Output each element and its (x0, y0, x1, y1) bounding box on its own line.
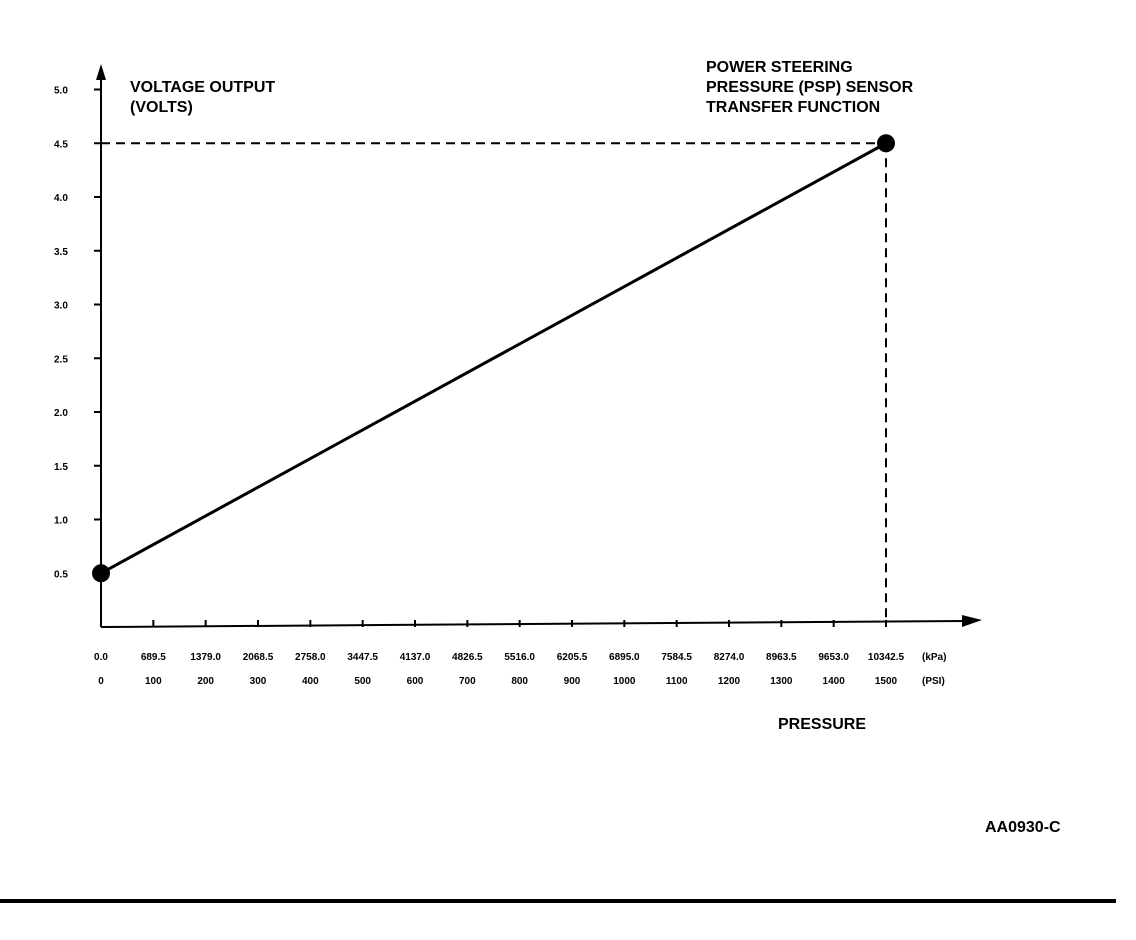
x-tick-label-kpa: 8963.5 (766, 652, 797, 663)
y-axis-label-line-1: VOLTAGE OUTPUT (130, 79, 276, 96)
x-tick-label-kpa: 689.5 (140, 652, 166, 663)
title-line-3: TRANSFER FUNCTION (706, 99, 881, 116)
x-unit-kpa: (kPa) (922, 652, 947, 663)
axes (96, 64, 982, 627)
x-tick-label-psi: 0 (98, 676, 104, 687)
x-tick-label-kpa: 2068.5 (242, 652, 274, 663)
x-tick-label-psi: 1100 (665, 676, 688, 687)
x-tick-label-psi: 400 (301, 676, 319, 687)
x-tick-label-psi: 200 (197, 676, 215, 687)
x-tick-label-psi: 500 (354, 676, 372, 687)
x-tick-label-psi: 700 (458, 676, 476, 687)
x-axis-arrowhead (962, 615, 982, 627)
x-tick-label-psi: 1300 (770, 676, 793, 687)
x-axis-label: PRESSURE (778, 716, 867, 733)
y-axis-arrowhead (96, 64, 106, 80)
y-tick-label: 5.0 (54, 85, 68, 97)
y-tick-label: 4.0 (54, 193, 68, 204)
x-tick-label-kpa: 1379.0 (190, 652, 221, 663)
x-unit-psi: (PSI) (922, 676, 945, 687)
x-tick-label-psi: 900 (563, 676, 581, 687)
title-line-2: PRESSURE (PSP) SENSOR (706, 79, 914, 96)
x-tick-label-kpa: 8274.0 (713, 652, 745, 663)
y-tick-label: 2.5 (54, 354, 68, 366)
y-tick-label: 3.0 (54, 300, 68, 312)
x-tick-label-kpa: 4826.5 (452, 652, 483, 663)
x-tick-label-kpa: 6895.0 (609, 652, 640, 663)
y-tick-label: 3.5 (54, 246, 68, 258)
x-tick-label-kpa: 6205.5 (556, 652, 588, 663)
x-tick-label-kpa: 7584.5 (661, 652, 692, 663)
y-tick-label: 1.0 (54, 515, 68, 527)
y-tick-label: 1.5 (54, 461, 68, 473)
x-tick-label-kpa: 0.0 (94, 652, 108, 663)
x-tick-label-kpa: 2758.0 (295, 652, 326, 663)
y-ticks (54, 86, 101, 581)
series-line (101, 143, 886, 573)
x-tick-label-psi: 300 (249, 676, 267, 687)
x-tick-label-psi: 1200 (717, 676, 741, 687)
y-tick-label: 0.5 (54, 569, 68, 581)
x-tick-label-kpa: 4137.0 (399, 652, 431, 663)
x-tick-label-psi: 1000 (613, 676, 636, 687)
x-tick-label-kpa: 3447.5 (347, 652, 378, 663)
end-point-marker (877, 134, 895, 152)
figure-reference-id: AA0930-C (985, 819, 1061, 836)
reference-lines (101, 143, 886, 627)
series-group (92, 134, 895, 582)
x-tick-label-psi: 600 (406, 676, 424, 687)
x-tick-label-psi: 1400 (822, 676, 845, 687)
x-tick-label-psi: 800 (511, 676, 529, 687)
x-axis-line (101, 621, 966, 627)
x-tick-label-psi: 1500 (874, 676, 898, 687)
x-tick-label-psi: 100 (144, 676, 162, 687)
x-tick-label-kpa: 5516.0 (504, 652, 535, 663)
title-line-1: POWER STEERING (706, 59, 853, 76)
y-axis-label-line-2: (VOLTS) (130, 99, 193, 116)
y-tick-label: 4.5 (54, 139, 68, 151)
x-tick-label-kpa: 9653.0 (818, 652, 849, 663)
x-ticks (94, 620, 904, 687)
x-tick-label-kpa: 10342.5 (867, 652, 905, 663)
y-tick-label: 2.0 (54, 408, 68, 419)
